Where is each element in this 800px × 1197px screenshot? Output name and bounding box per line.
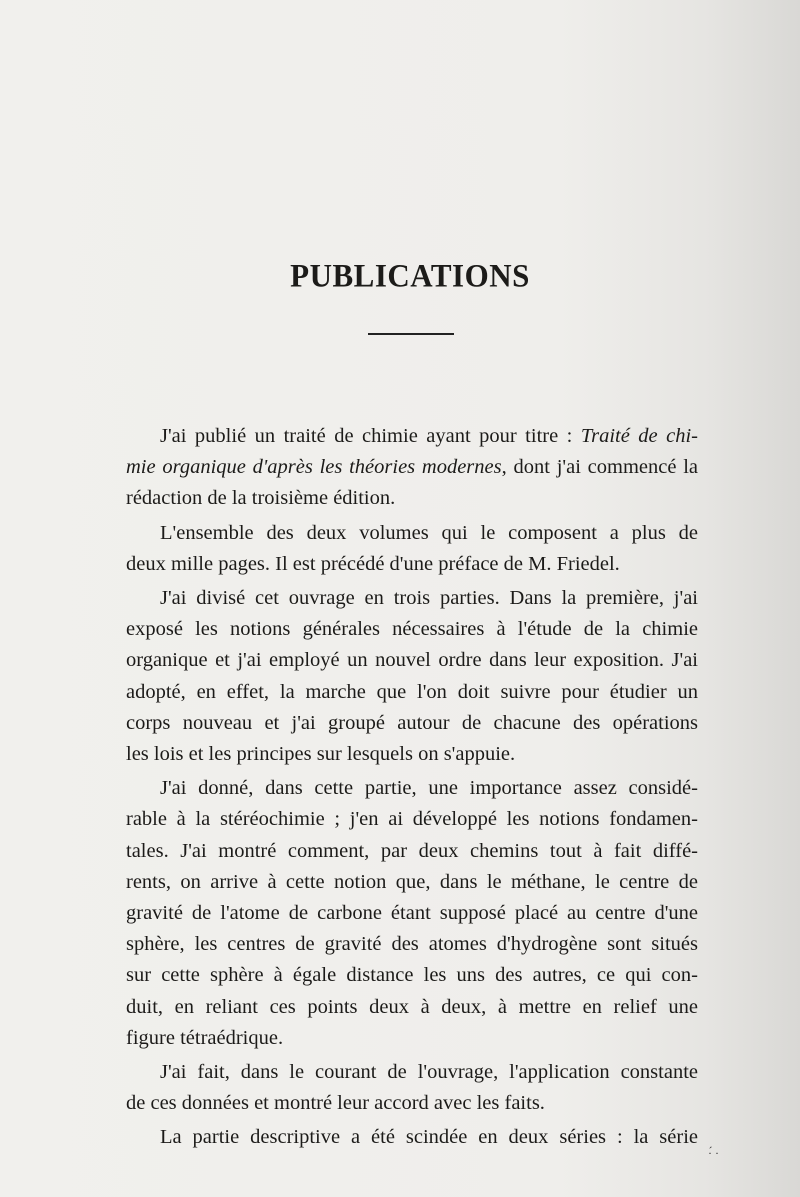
book-title-italic: Traité de chi- bbox=[580, 425, 698, 447]
body-paragraph bbox=[126, 1057, 698, 1119]
body-paragraph bbox=[126, 1122, 698, 1153]
text-line: sphère, les centres de gravité des atomes d'hydrogène sont situés bbox=[126, 933, 698, 956]
text-line: sur cette sphère à égale distance les uns des autres, ce qui con- bbox=[126, 964, 698, 987]
body-paragraph bbox=[126, 421, 698, 515]
text-line: mie organique d'après les théories modernes, dont j'ai commencé la bbox=[126, 456, 698, 479]
text-line: gravité de l'atome de carbone étant supposé placé au centre d'une bbox=[126, 902, 698, 925]
book-title-italic: mie organique d'après les théories modernes bbox=[126, 456, 502, 479]
text-line: exposé les notions générales nécessaires à l'étude de la chimie bbox=[126, 618, 698, 641]
text-line: J'ai publié un traité de chimie ayant pour titre : Traité de chi- bbox=[160, 425, 698, 447]
text-line: de ces données et montré leur accord avec les faits. bbox=[126, 1092, 545, 1115]
text-line: duit, en reliant ces points deux à deux, à mettre en relief une bbox=[126, 995, 698, 1018]
text-line: figure tétraédrique. bbox=[126, 1026, 284, 1049]
text-line: les lois et les principes sur lesquels on s'appuie. bbox=[126, 743, 516, 766]
text-line: rents, on arrive à cette notion que, dans le méthane, le centre de bbox=[126, 870, 698, 893]
text-line: J'ai fait, dans le courant de l'ouvrage, l'application constante bbox=[160, 1061, 698, 1084]
text-line: J'ai divisé cet ouvrage en trois parties. Dans la première, j'ai bbox=[160, 587, 698, 610]
body-paragraph bbox=[126, 583, 698, 770]
text-line: L'ensemble des deux volumes qui le composent a plus de bbox=[160, 521, 698, 544]
text-line: corps nouveau et j'ai groupé autour de chacune des opérations bbox=[126, 711, 698, 734]
body-text bbox=[126, 421, 698, 1157]
title-underline bbox=[368, 333, 454, 335]
text-line: rable à la stéréochimie ; j'en ai développé les notions fondamen- bbox=[126, 808, 698, 831]
text-line: tales. J'ai montré comment, par deux chemins tout à fait diffé- bbox=[126, 839, 698, 862]
text-line: adopté, en effet, la marche que l'on doit suivre pour étudier un bbox=[126, 680, 698, 703]
text-line: La partie descriptive a été scindée en deux séries : la série bbox=[160, 1126, 698, 1149]
page-mark: ·́ · bbox=[708, 1146, 719, 1160]
text-line: organique et j'ai employé un nouvel ordre dans leur exposition. J'ai bbox=[126, 649, 698, 672]
body-paragraph bbox=[126, 518, 698, 580]
text-line: J'ai donné, dans cette partie, une importance assez considé- bbox=[160, 777, 698, 800]
body-paragraph bbox=[126, 773, 698, 1054]
text-line: deux mille pages. Il est précédé d'une préface de M. Friedel. bbox=[126, 552, 620, 575]
text-line: rédaction de la troisième édition. bbox=[126, 487, 396, 510]
page-title: PUBLICATIONS bbox=[290, 257, 530, 294]
